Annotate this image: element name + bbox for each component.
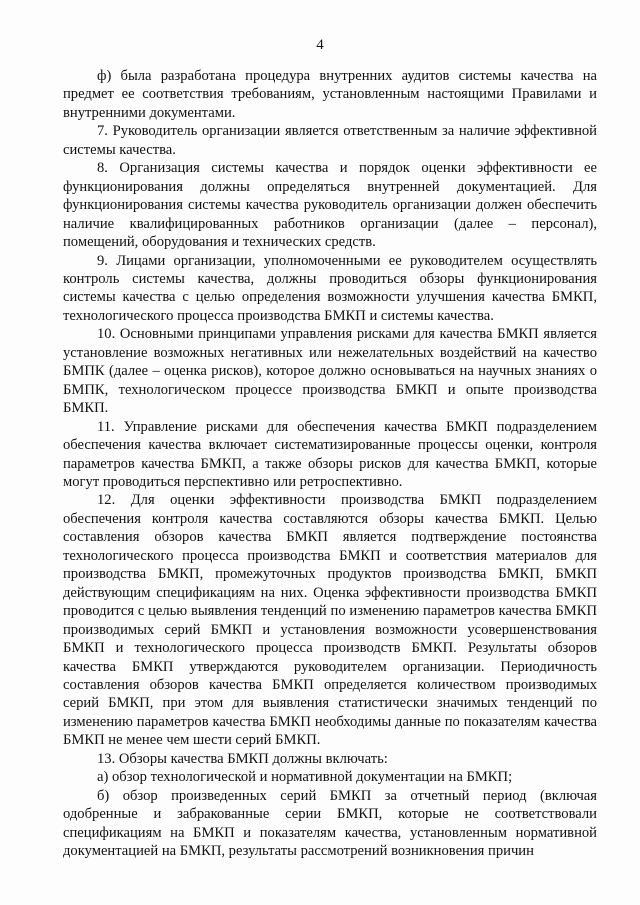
paragraph-11: 11. Управление рисками для обеспечения качества БМКП подразделением обеспечения качества включает систематизированные процессы оценки, контроля параметров качества БМКП, а также обзоры рисков для качества БМКП, которые могут проводиться перспективно или ретроспективно. — [63, 418, 597, 490]
paragraph-13: 13. Обзоры качества БМКП должны включать: — [97, 750, 388, 767]
paragraph-13-a: а) обзор технологической и нормативной документации на БМКП; — [97, 769, 513, 786]
paragraph-12: 12. Для оценки эффективности производства БМКП подразделением обеспечения контроля качества составляются обзоры качества БМКП. Целью составления обзоров качества БМКП является подтверждение постоянства технологического процесса производства БМКП и соответствия материалов для производства БМКП, промежуточных продуктов производства БМКП, БМКП действующим спецификациям на них. Оценка эффективности производства БМКП проводится с целью выявления тенденций по изменению параметров качества БМКП производимых серий БМКП и установления возможности усовершенствования БМКП и технологического процесса производств БМКП. Результаты обзоров качества БМКП утверждаются руководителем организации. Периодичность составления обзоров качества БМКП определяется количеством производимых серий БМКП, при этом для выявления статистически значимых тенденций по изменению параметров качества БМКП необходимы данные по показателям качества БМКП не менее чем шести серий БМКП. — [63, 492, 597, 749]
document-body — [63, 67, 597, 860]
paragraph-10: 10. Основными принципами управления рисками для качества БМКП является установление возможных негативных или нежелательных воздействий на качество БМПК (далее – оценка рисков), которое должно основываться на научных знаниях о БМПК, технологическом процессе производства БМКП и опыте производства БМКП. — [63, 326, 597, 417]
paragraph-7: 7. Руководитель организации является ответственным за наличие эффективной системы качества. — [63, 123, 597, 158]
page-number: 4 — [316, 37, 324, 53]
paragraph-9: 9. Лицами организации, уполномоченными ее руководителем осуществлять контроль системы качества, должны проводиться обзоры функционирования системы качества с целью определения возможности улучшения качества БМКП, технологического процесса производства БМКП и системы качества. — [63, 252, 597, 324]
paragraph-f: ф) была разработана процедура внутренних аудитов системы качества на предмет ее соответствия требованиям, установленным настоящими Правилами и внутренними документами. — [63, 68, 597, 121]
paragraph-8: 8. Организация системы качества и порядок оценки эффективности ее функционирования должны определяться внутренней документацией. Для функционирования системы качества руководитель организации должен обеспечить наличие квалифицированных работников организации (далее – персонал), помещений, оборудования и технических средств. — [63, 160, 597, 251]
paragraph-13-b: б) обзор произведенных серий БМКП за отчетный период (включая одобренные и забракованные серии БМКП, которые не соответствовали спецификациям на БМКП и показателям качества, установленным нормативной документацией на БМКП, результаты рассмотрений возникновения причин — [63, 787, 597, 860]
